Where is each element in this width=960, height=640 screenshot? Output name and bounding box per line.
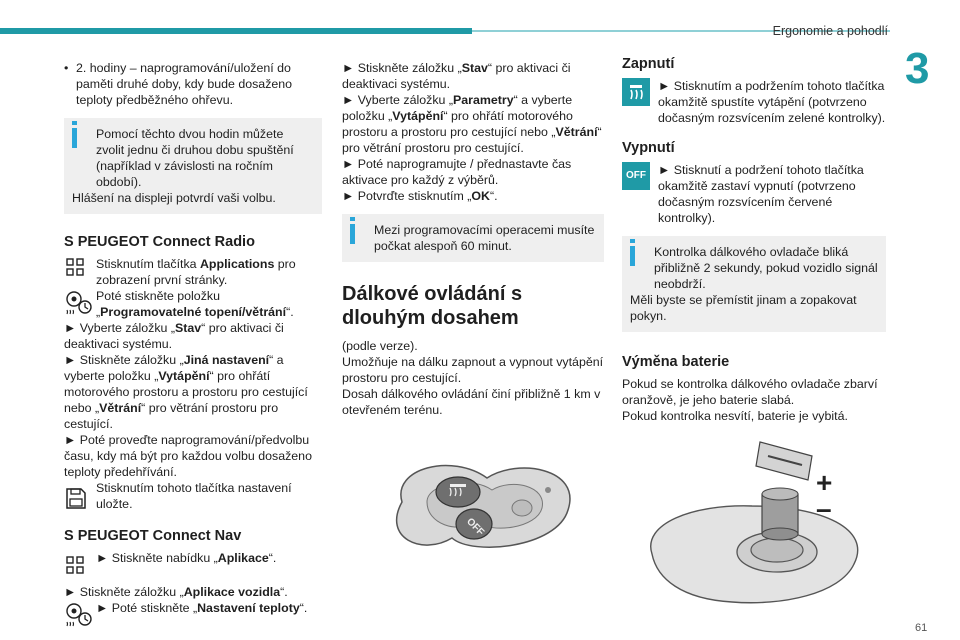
step-text: ► Poté naprogramujte / přednastavte čas aktivace pro každý z výběrů. [342, 157, 572, 187]
step-text: ► Vyberte záložku „Stav“ pro aktivaci či deaktivaci systému. [64, 321, 284, 351]
heater-steering-icon [64, 600, 94, 630]
step-row [64, 480, 322, 512]
column-3 [622, 56, 886, 618]
step-text: Poté stiskněte položku „Programovatelné topení/větrání“. [96, 289, 294, 319]
step-text: ► Stisknutím a podržením tohoto tlačítka okamžitě spustíte vytápění (potvrzeno dočasným rozsvícením zelené kontrolky). [658, 79, 886, 125]
heater-on-icon [622, 78, 650, 106]
info-text: Pomocí těchto dvou hodin můžete zvolit jednu či druhou dobu spuštění (například v závislosti na ročním období). [96, 127, 294, 189]
info-box [622, 236, 886, 332]
step-row [64, 256, 322, 288]
step-text: ► Stiskněte záložku „Stav“ pro aktivaci či deaktivaci systému. [342, 61, 571, 91]
step-text: ► Vyberte záložku „Parametry“ a vyberte položku „Vytápění“ pro ohřátí motorového prostoru a prostoru pro cestující nebo „Větrání“ pro větrání prostoru pro cestující. [342, 93, 602, 155]
column-1 [64, 60, 322, 616]
info-box [342, 214, 604, 262]
step-text: ► Poté proveďte naprogramování/předvolbu času, kdy má být pro každou volbu dosaženo teploty předehřívání. [64, 433, 312, 479]
step-text: ► Potvrďte stisknutím „OK“. [342, 189, 498, 203]
heater-steering-icon [64, 288, 94, 318]
info-text: Kontrolka dálkového ovladače bliká přibližně 2 sekundy, pokud vozidlo signál neobdrží. [654, 245, 878, 291]
heater-on-button [436, 477, 480, 507]
section-heading: Dálkové ovládání s dlouhým dosahem [342, 283, 523, 329]
step-row [622, 78, 886, 126]
info-icon [630, 246, 635, 266]
step-text: ► Stiskněte nabídku „Aplikace“. [96, 551, 277, 565]
column-2 [342, 60, 604, 582]
bullet-item: • 2. hodiny – naprogramování/uložení do paměti druhé doby, kdy bude dosaženo teploty předběžného ohřevu. [64, 60, 322, 108]
section-title: Zapnutí [622, 56, 675, 72]
chapter-number: 3 [905, 44, 930, 93]
step-row [622, 162, 886, 226]
running-head: Ergonomie a pohodlí [772, 24, 888, 38]
step-row [64, 600, 322, 616]
section-title: S PEUGEOT Connect Nav [64, 528, 242, 544]
paragraph: Dosah dálkového ovládání činí přibližně 1 km v otevřeném terénu. [342, 387, 601, 417]
section-title: S PEUGEOT Connect Radio [64, 234, 255, 250]
info-icon [72, 128, 77, 148]
paragraph: Umožňuje na dálku zapnout a vypnout vytápění prostoru pro cestující. [342, 355, 604, 385]
section-title: Vypnutí [622, 140, 675, 156]
step-text: ► Stisknutí a podržení tohoto tlačítka okamžitě zastaví vypnutí (potvrzeno dočasným rozsvícením červené kontrolky). [658, 163, 864, 225]
apps-grid-icon [64, 554, 86, 576]
step-text: ► Stiskněte záložku „Jiná nastavení“ a vyberte položku „Vytápění“ pro ohřátí motorového prostoru a prostoru pro cestující nebo „Větrání“ pro větrání prostoru pro cestující. [64, 353, 308, 431]
paragraph: Pokud se kontrolka dálkového ovladače zbarví oranžově, je jeho baterie slabá. [622, 377, 878, 407]
battery-replacement-illustration [622, 434, 886, 614]
step-text: ► Poté stiskněte „Nastavení teploty“. [96, 601, 308, 615]
paragraph: Pokud kontrolka nesvítí, baterie je vybitá. [622, 409, 848, 423]
info-box [64, 118, 322, 214]
plus-symbol: + [816, 467, 833, 498]
page-number: 61 [915, 622, 928, 634]
paragraph: (podle verze). [342, 339, 418, 353]
info-text: Mezi programovacími operacemi musíte počkat alespoň 60 minut. [374, 223, 595, 253]
info-text: Hlášení na displeji potvrdí vaši volbu. [72, 191, 276, 205]
info-text: Měli byste se přemístit jinam a zopakovat pokyn. [630, 293, 857, 323]
step-row [64, 550, 322, 576]
off-button-icon: OFF [622, 162, 650, 190]
step-row [64, 288, 322, 320]
off-label: OFF [464, 516, 487, 539]
step-text: Stisknutím tohoto tlačítka nastavení uložte. [96, 481, 292, 511]
info-icon [350, 224, 355, 244]
apps-grid-icon [64, 256, 86, 278]
step-text: ► Stiskněte záložku „Aplikace vozidla“. [64, 585, 288, 599]
step-text: Stisknutím tlačítka Applications pro zobrazení první stránky. [96, 257, 296, 287]
save-icon [64, 486, 88, 512]
minus-symbol: – [816, 493, 832, 524]
header-accent-bar [0, 28, 472, 34]
section-title: Výměna baterie [622, 354, 730, 370]
remote-control-illustration [342, 438, 604, 578]
